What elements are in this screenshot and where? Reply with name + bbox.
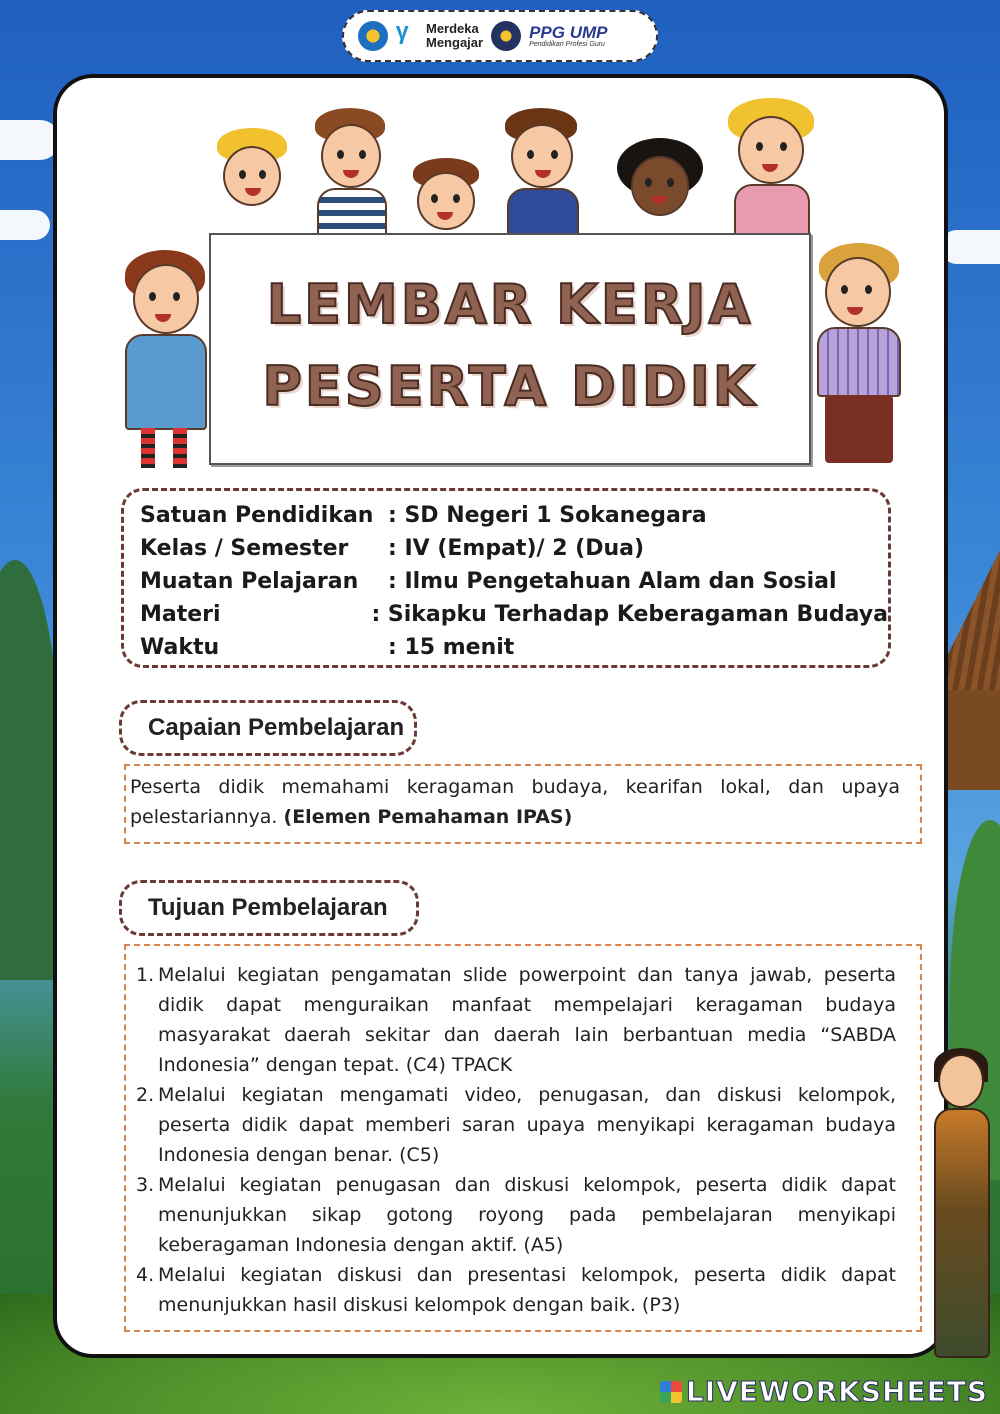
capaian-box xyxy=(124,764,922,844)
title-line-1: LEMBAR KERJA xyxy=(266,273,754,336)
merdeka-mengajar-logo-icon: ᵞ xyxy=(396,17,409,55)
cloud xyxy=(0,210,50,240)
list-item-number: 2. xyxy=(136,1084,155,1106)
list-item-text: Melalui kegiatan diskusi dan presentasi kelompok, peserta didik dapat menunjukkan hasil diskusi kelompok dengan baik. (P3) xyxy=(158,1264,896,1316)
list-item-text: Melalui kegiatan pengamatan slide powerpoint dan tanya jawab, peserta didik dapat menguraikan manfaat mempelajari keragaman budaya masyarakat daerah sekitar dan daerah lain berbantuan media “SABDA Indonesia” dengan tepat. (C4) TPACK xyxy=(158,964,896,1076)
info-value: : 15 menit xyxy=(388,635,515,660)
capaian-heading: Capaian Pembelajaran xyxy=(119,700,417,756)
kemdikbud-logo-icon xyxy=(358,21,388,51)
list-item xyxy=(136,1170,896,1260)
list-item xyxy=(136,1260,896,1320)
info-row-muatan xyxy=(140,565,888,598)
liveworksheets-logo-icon xyxy=(660,1381,682,1403)
merdeka-text: Merdeka xyxy=(426,21,479,36)
kid-illustration xyxy=(497,108,587,238)
info-value: : SD Negeri 1 Sokanegara xyxy=(388,503,707,528)
worksheet-card xyxy=(53,74,948,1358)
kid-illustration xyxy=(617,138,707,238)
kid-illustration xyxy=(207,128,297,238)
tujuan-box xyxy=(124,944,922,1332)
header-logo-bar xyxy=(342,10,658,62)
kid-illustration-right xyxy=(797,243,917,468)
hut-base xyxy=(940,690,1000,790)
ppg-label xyxy=(529,24,607,48)
info-value: : Sikapku Terhadap Keberagaman Budaya xyxy=(371,602,888,627)
info-value: : Ilmu Pengetahuan Alam dan Sosial xyxy=(388,569,837,594)
list-item-number: 3. xyxy=(136,1174,155,1196)
capaian-element-label: (Elemen Pemahaman IPAS) xyxy=(283,806,573,828)
kid-illustration xyxy=(722,98,822,238)
cloud xyxy=(0,120,60,160)
watermark-text: LIVEWORKSHEETS xyxy=(685,1375,988,1408)
list-item-number: 1. xyxy=(136,964,155,986)
info-value: : IV (Empat)/ 2 (Dua) xyxy=(388,536,645,561)
title-line-2: PESERTA DIDIK xyxy=(262,355,758,418)
kid-illustration xyxy=(407,158,487,238)
liveworksheets-watermark xyxy=(660,1375,988,1408)
list-item xyxy=(136,960,896,1080)
info-label: Kelas / Semester xyxy=(140,536,349,561)
ump-logo-icon xyxy=(491,21,521,51)
info-label: Waktu xyxy=(140,635,220,660)
identity-info-box xyxy=(121,488,891,668)
ppg-subtitle: Pendidikan Profesi Guru xyxy=(529,41,605,48)
capaian-body: Peserta didik memahami keragaman budaya, kearifan lokal, dan upaya pelestariannya. xyxy=(130,776,900,828)
tujuan-list xyxy=(136,960,896,1320)
list-item-text: Melalui kegiatan penugasan dan diskusi kelompok, peserta didik dapat menunjukkan sikap gotong royong pada pembelajaran menyikapi keberagaman Indonesia dengan aktif. (A5) xyxy=(158,1174,896,1256)
info-row-materi xyxy=(140,598,888,631)
list-item-text: Melalui kegiatan mengamati video, penugasan, dan diskusi kelompok, peserta didik dapat memberi saran upaya menyikapi keragaman budaya Indonesia dengan benar. (C5) xyxy=(158,1084,896,1166)
list-item xyxy=(136,1080,896,1170)
ppg-title: PPG UMP xyxy=(529,23,608,42)
tujuan-heading: Tujuan Pembelajaran xyxy=(119,880,419,936)
info-row-satuan xyxy=(140,499,888,532)
info-label: Materi xyxy=(140,602,221,627)
list-item-number: 4. xyxy=(136,1264,155,1286)
info-row-waktu xyxy=(140,631,888,664)
info-label: Satuan Pendidikan xyxy=(140,503,374,528)
merdeka-mengajar-label xyxy=(426,22,483,50)
info-row-kelas xyxy=(140,532,888,565)
capaian-text xyxy=(130,772,900,832)
cloud xyxy=(940,230,1000,264)
dancer-illustration xyxy=(926,1048,996,1368)
kid-illustration xyxy=(307,108,397,238)
title-banner xyxy=(209,233,811,465)
mengajar-text: Mengajar xyxy=(426,35,484,50)
info-label: Muatan Pelajaran xyxy=(140,569,359,594)
